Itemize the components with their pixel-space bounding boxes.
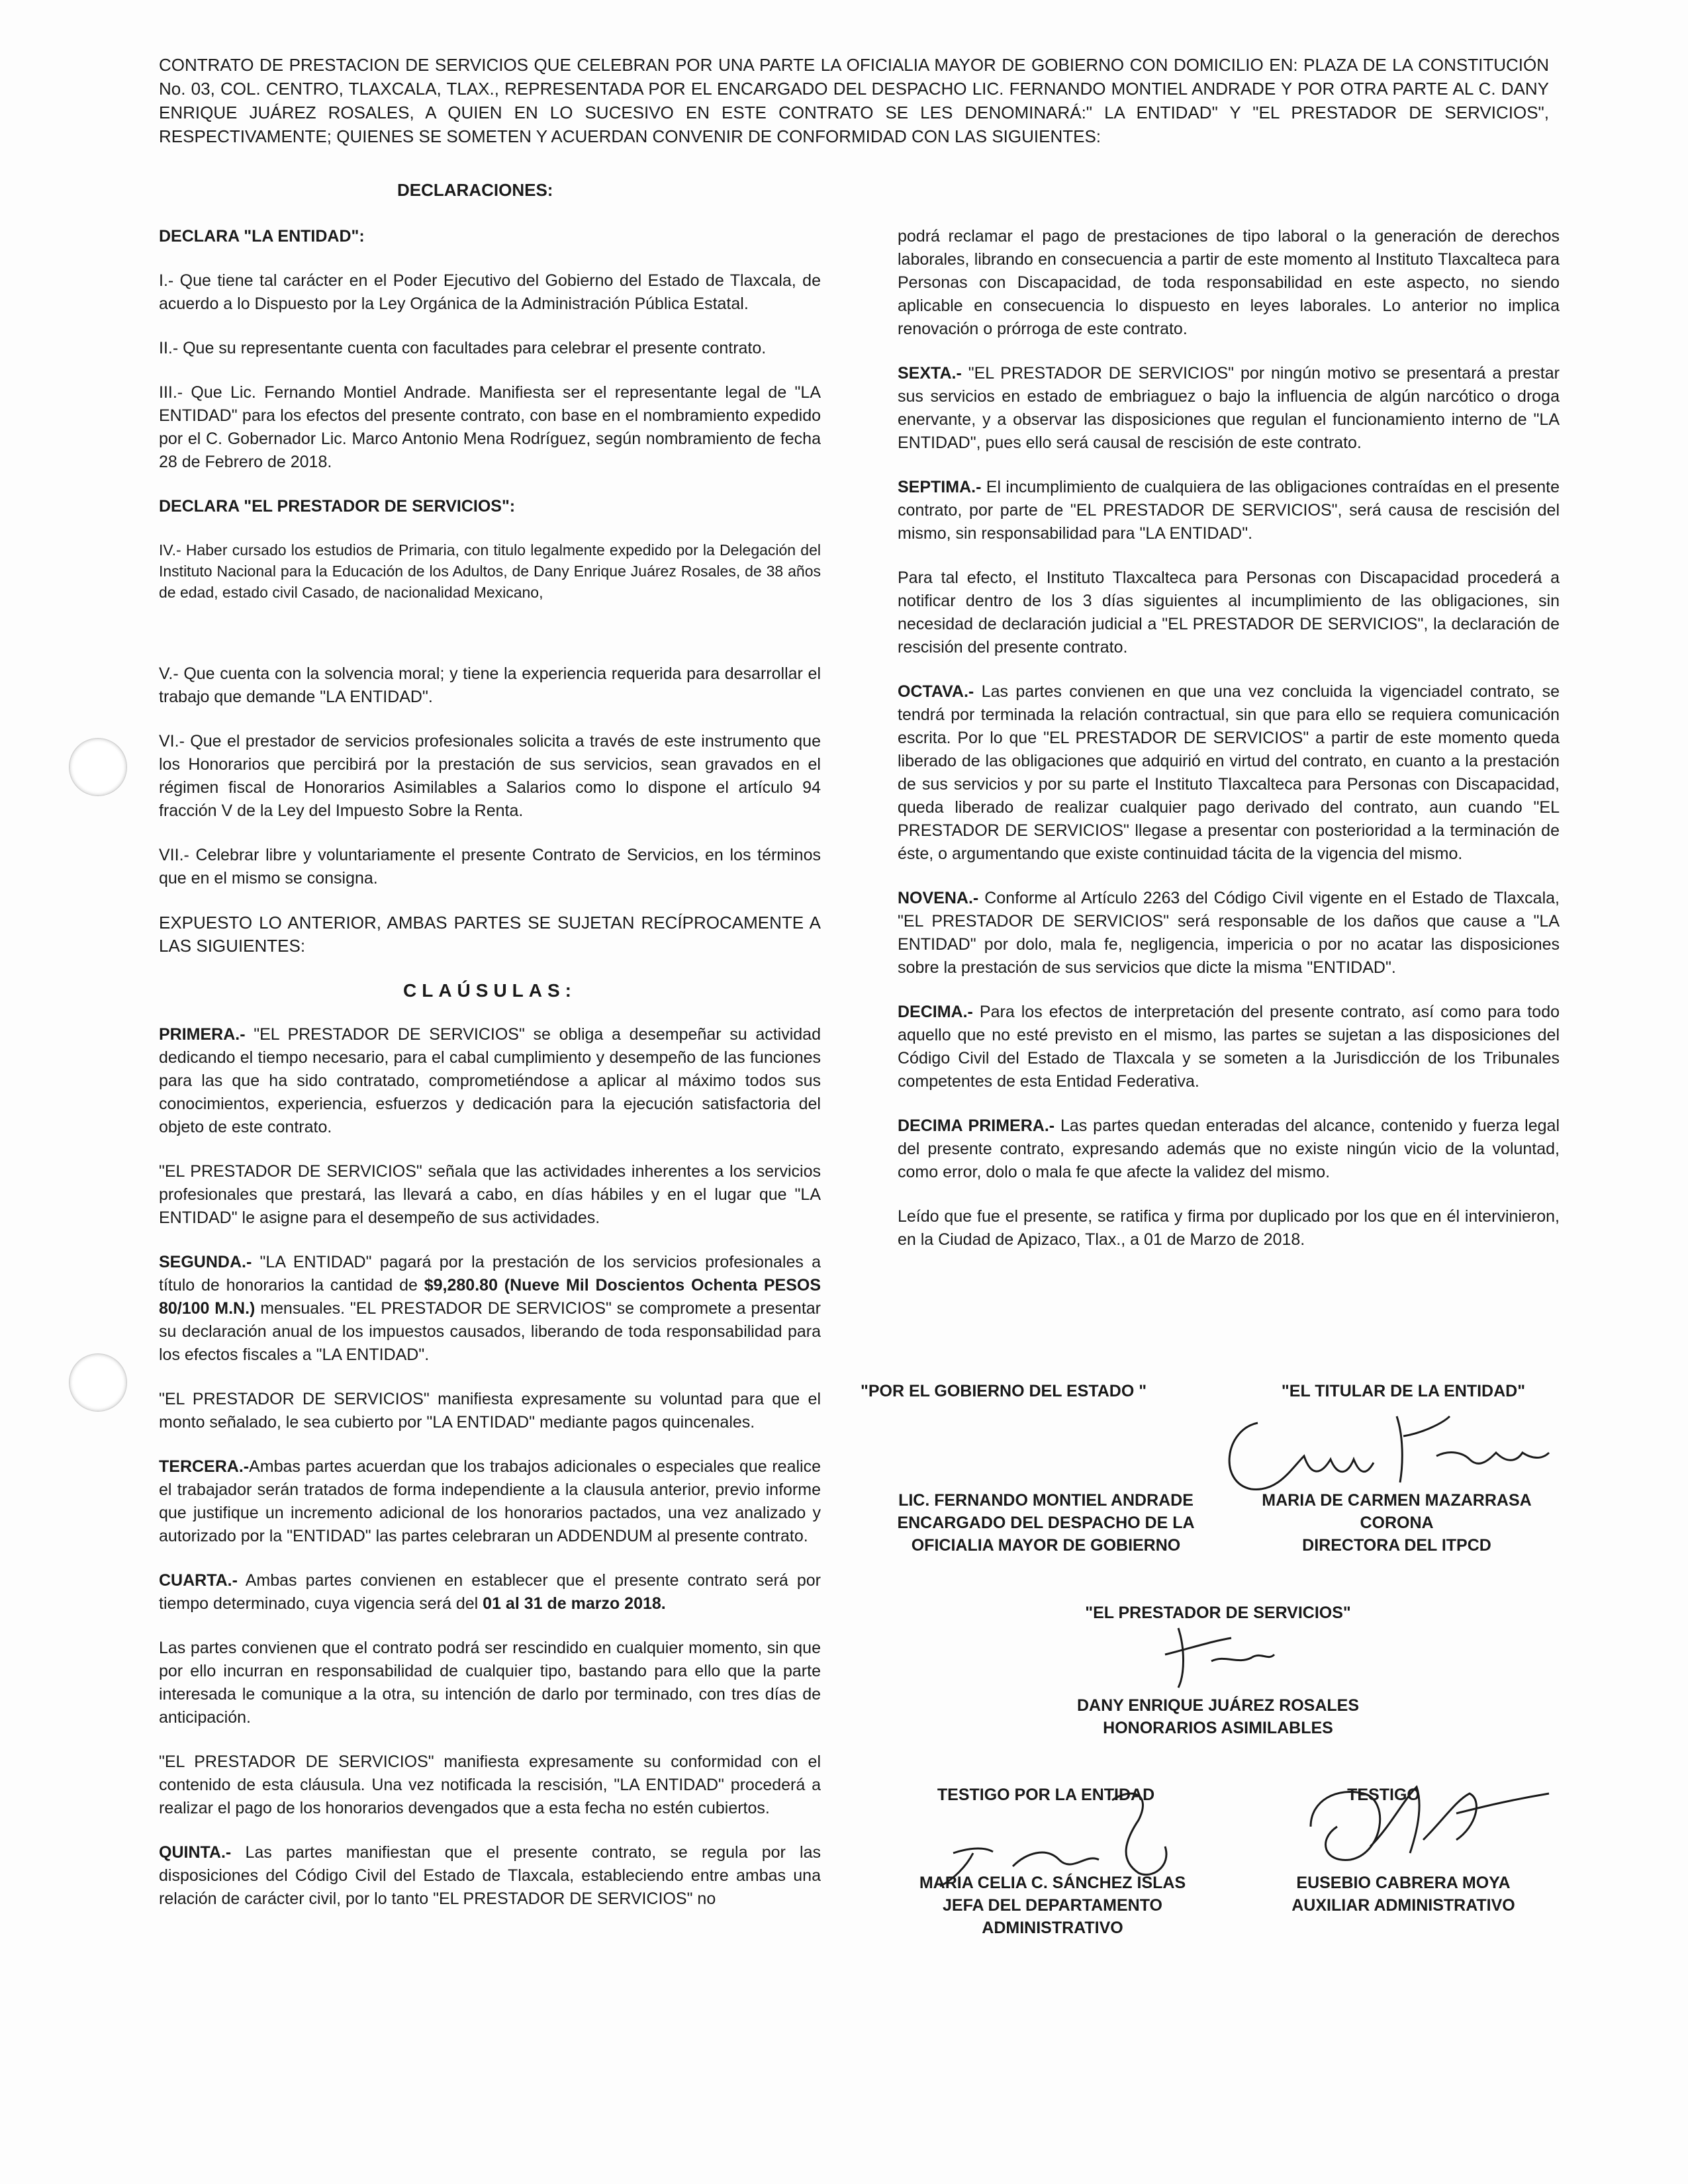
- clausula-primera-b: "EL PRESTADOR DE SERVICIOS" señala que las actividades inherentes a los servicios profesionales que prestará, las llevará a cabo, en días hábiles y en el lugar que "LA ENTIDAD" le asigne para el desempeño de sus actividades.: [159, 1162, 821, 1227]
- testigo-signature: [1284, 1760, 1562, 1880]
- declaracion-i: I.- Que tiene tal carácter en el Poder Ejecutivo del Gobierno del Estado de Tlaxcala, de acuerdo a lo Dispuesto por la Ley Orgánica de la Administración Pública Estatal.: [159, 271, 821, 313]
- clause-label: PRIMERA.-: [159, 1025, 246, 1044]
- clause-label: SEPTIMA.-: [898, 478, 982, 496]
- clause-label: SEXTA.-: [898, 364, 962, 383]
- declaracion-iv: IV.- Haber cursado los estudios de Primaria, con titulo legalmente expedido por la Delegación del Instituto Nacional para la Educación de los Adultos, de Dany Enrique Juárez Rosales, de 38 años de edad, estado civil Casado, de nacionalidad Mexicano,: [159, 541, 821, 601]
- clause-text: Ambas partes acuerdan que los trabajos adicionales o especiales que realice el trabajador serán tratados de forma independiente a la clausula anterior, previo informe que justifique un incremento adicional de los honorarios pactados, una vez analizado y autorizado por la "ENTIDAD" las partes celebraran un ADDENDUM al presente contrato.: [159, 1457, 821, 1545]
- clausula-novena: [898, 887, 1560, 979]
- signer-name: LIC. FERNANDO MONTIEL ANDRADE: [898, 1491, 1194, 1510]
- declaracion-iii: III.- Que Lic. Fernando Montiel Andrade. Manifiesta ser el representante legal de "LA ENTIDAD" para los efectos del presente contrato, con base en el nombramiento expedido por el C. Gobernador Lic. Marco Antonio Mena Rodríguez, según nombramiento de fecha 28 de Febrero de 2018.: [159, 383, 821, 471]
- punch-hole: [69, 1353, 127, 1412]
- declaracion-vi: VI.- Que el prestador de servicios profesionales solicita a través de este instrumento que los Honorarios que percibirá por la prestación de sus servicios, sean gravados en el régimen fiscal de Honorarios Asimilables a Salarios como lo dispone el artículo 94 fracción V de la Ley del Impuesto Sobre la Renta.: [159, 732, 821, 820]
- clausula-cuarta-c: "EL PRESTADOR DE SERVICIOS" manifiesta expresamente su conformidad con el contenido de esta cláusula. Una vez notificada la rescisión, "LA ENTIDAD" procederá a realizar el pago de los honorarios devengados que a esta fecha no estén cubiertos.: [159, 1752, 821, 1817]
- clausula-septima: [898, 476, 1560, 545]
- signer-name: MARIA CELIA C. SÁNCHEZ ISLAS: [919, 1874, 1186, 1892]
- closing-paragraph: Leído que fue el presente, se ratifica y firma por duplicado por los que en él intervinieron, en la Ciudad de Apizaco, Tlax., a 01 de Marzo de 2018.: [898, 1207, 1560, 1249]
- clause-label: OCTAVA.-: [898, 682, 974, 701]
- declaracion-v: V.- Que cuenta con la solvencia moral; y tiene la experiencia requerida para desarrollar el trabajo que demande "LA ENTIDAD".: [159, 664, 821, 706]
- prestador-signature: [1139, 1615, 1311, 1694]
- testigo-entidad-signer: [887, 1872, 1218, 1939]
- clausulas-title: CLAÚSULAS:: [403, 980, 577, 1001]
- declara-entidad-heading: DECLARA "LA ENTIDAD":: [159, 227, 365, 246]
- clause-text: "EL PRESTADOR DE SERVICIOS" por ningún motivo se presentará a prestar sus servicios en estado de embriaguez o bajo la influencia de algún narcótico o droga enervante, y a observar las disposiciones que regulan el funcionamiento interno de "LA ENTIDAD", pues ello será causal de rescisión de este contrato.: [898, 364, 1560, 452]
- expuesto-paragraph: EXPUESTO LO ANTERIOR, AMBAS PARTES SE SUJETAN RECÍPROCAMENTE A LAS SIGUIENTES:: [159, 913, 821, 956]
- declaraciones-title: DECLARACIONES:: [397, 180, 553, 200]
- clause-text: Conforme al Artículo 2263 del Código Civil vigente en el Estado de Tlaxcala, "EL PRESTADOR DE SERVICIOS" será responsable de los daños que cause a "LA ENTIDAD" por dolo, mala fe, negligencia, impericia o por no acatar las disposiciones sobre la prestación de sus servicios que dicte la misma "ENTIDAD".: [898, 889, 1560, 977]
- contract-dates: 01 al 31 de marzo 2018.: [483, 1594, 666, 1613]
- testigo-heading: TESTIGO: [1347, 1786, 1420, 1804]
- clausula-quinta: [159, 1841, 821, 1911]
- clausula-cuarta-b: Las partes convienen que el contrato podrá ser rescindido en cualquier momento, sin que por ello incurran en responsabilidad de cualquier tipo, bastando para ello que la parte interesada le comunique a la otra, su intención de darlo por terminado, con tres días de anticipación.: [159, 1639, 821, 1727]
- punch-hole: [69, 738, 127, 796]
- clause-label: TERCERA.-: [159, 1457, 250, 1476]
- titular-signature: [1205, 1396, 1562, 1502]
- gobierno-signer: [861, 1489, 1231, 1557]
- clausula-septima-b: Para tal efecto, el Instituto Tlaxcalteca para Personas con Discapacidad procederá a notificar dentro de los 3 días siguientes al incumplimiento de las obligaciones, sin necesidad de declaración judicial a "EL PRESTADOR DE SERVICIOS", la declaración de rescisión del presente contrato.: [898, 569, 1560, 657]
- clause-text: Las partes convienen en que una vez concluida la vigenciadel contrato, se tendrá por terminada la relación contractual, sin que para ello se requiera comunicación escrita. Por lo que "EL PRESTADOR DE SERVICIOS" a partir de este momento queda liberado de las obligaciones que adquirió en virtud del contrato, en cuanto a la prestación de sus servicios y por su parte el Instituto Tlaxcalteca para Personas con Discapacidad, queda liberado de realizar cualquier pago derivado del contrato, aun cuando "EL PRESTADOR DE SERVICIOS" llegase a presentar con posterioridad a la terminación de éste, o argumentando que existe continuidad tácita de la vigencia del mismo.: [898, 682, 1560, 863]
- clause-label: DECIMA PRIMERA.-: [898, 1116, 1055, 1135]
- titular-heading: "EL TITULAR DE LA ENTIDAD": [1281, 1382, 1526, 1400]
- clause-text: Ambas partes convienen en establecer que el presente contrato será por tiempo determinado, cuya vigencia será del: [159, 1571, 821, 1613]
- clausula-sexta: [898, 362, 1560, 455]
- clause-text: Para los efectos de interpretación del presente contrato, así como para todo aquello que no esté previsto en el mismo, las partes se sujetan a las disposiciones del Código Civil del Estado de Tlaxcala y se someten a la Jurisdicción de los Tribunales competentes de esta Entidad Federativa.: [898, 1003, 1560, 1091]
- testigo-entidad-heading: TESTIGO POR LA ENTIDAD: [937, 1786, 1155, 1804]
- clausula-segunda-c: "EL PRESTADOR DE SERVICIOS" manifiesta expresamente su voluntad para que el monto señalado, le sea cubierto por "LA ENTIDAD" mediante pagos quincenales.: [159, 1390, 821, 1432]
- declaracion-vii: VII.- Celebrar libre y voluntariamente el presente Contrato de Servicios, en los términos que en el mismo se consigna.: [159, 846, 821, 887]
- clause-text: Las partes manifiestan que el presente contrato, se regula por las disposiciones del Código Civil del Estado de Tlaxcala, estableciendo entre ambas una relación de carácter civil, por lo tanto "EL PRESTADOR DE SERVICIOS" no: [159, 1843, 821, 1908]
- clause-label: DECIMA.-: [898, 1003, 973, 1021]
- left-column: [159, 225, 821, 1932]
- signer-role: DIRECTORA DEL ITPCD: [1302, 1536, 1491, 1555]
- clausula-quinta-continued: podrá reclamar el pago de prestaciones de tipo laboral o la generación de derechos laborales, librando en consecuencia a partir de este momento al Instituto Tlaxcalteca para Personas con Discapacidad, de toda responsabilidad en este aspecto, no siendo aplicable en consecuencia lo dispuesto en leyes laborales. Lo anterior no implica renovación o prórroga de este contrato.: [898, 227, 1560, 338]
- clausula-segunda: [159, 1251, 821, 1367]
- right-column: [898, 225, 1560, 1273]
- clause-text: "LA ENTIDAD" pagará por la prestación de los servicios profesionales a título de honorarios la cantidad de: [159, 1253, 821, 1295]
- signer-name: DANY ENRIQUE JUÁREZ ROSALES: [1077, 1696, 1359, 1715]
- signer-name: CORONA: [1360, 1514, 1434, 1532]
- declaracion-ii: II.- Que su representante cuenta con facultades para celebrar el presente contrato.: [159, 339, 767, 357]
- testigo-signer: [1271, 1872, 1536, 1917]
- titular-signer: [1238, 1489, 1556, 1557]
- clausula-decima: [898, 1001, 1560, 1093]
- clausula-tercera: [159, 1455, 821, 1548]
- clausula-decima-primera: [898, 1115, 1560, 1184]
- prestador-heading: "EL PRESTADOR DE SERVICIOS": [1085, 1604, 1351, 1622]
- signer-name: EUSEBIO CABRERA MOYA: [1296, 1874, 1511, 1892]
- contract-intro: CONTRATO DE PRESTACION DE SERVICIOS QUE CELEBRAN POR UNA PARTE LA OFICIALIA MAYOR DE GOBIERNO CON DOMICILIO EN: PLAZA DE LA CONSTITUCIÓN No. 03, COL. CENTRO, TLAXCALA, TLAX., REPRESENTADA POR EL ENCARGADO DEL DESPACHO LIC. FERNANDO MONTIEL ANDRADE Y POR OTRA PARTE AL C. DANY ENRIQUE JUÁREZ ROSALES, A QUIEN EN LO SUCESIVO EN ESTE CONTRATO SE LES DENOMINARÁ:" LA ENTIDAD" Y "EL PRESTADOR DE SERVICIOS", RESPECTIVAMENTE; QUIENES SE SOMETEN Y ACUERDAN CONVENIR DE CONFORMIDAD CON LAS SIGUIENTES:: [159, 55, 1549, 146]
- clause-text: El incumplimiento de cualquiera de las obligaciones contraídas en el presente contrato, por parte de "EL PRESTADOR DE SERVICIOS", será causa de rescisión del mismo, sin responsabilidad para "LA ENTIDAD".: [898, 478, 1560, 543]
- clause-text: mensuales. "EL PRESTADOR DE SERVICIOS" se compromete a presentar su declaración anual de los impuestos causados, liberando de toda responsabilidad para los efectos fiscales a "LA ENTIDAD".: [159, 1299, 821, 1364]
- clause-text: "EL PRESTADOR DE SERVICIOS" se obliga a desempeñar su actividad dedicando el tiempo necesario, para el cabal cumplimiento y desempeño de las funciones para las que ha sido contratado, comprometiéndose a aplicar al máximo todos sus conocimientos, experiencia, esfuerzos y dedicación para la ejecución satisfactoria del objeto de este contrato.: [159, 1025, 821, 1136]
- signer-role: ADMINISTRATIVO: [982, 1919, 1123, 1937]
- clausula-cuarta: [159, 1569, 821, 1615]
- signer-role: OFICIALIA MAYOR DE GOBIERNO: [911, 1536, 1181, 1555]
- clausula-primera: [159, 1023, 821, 1139]
- signer-name: MARIA DE CARMEN MAZARRASA: [1262, 1491, 1532, 1510]
- signer-role: ENCARGADO DEL DESPACHO DE LA: [897, 1514, 1195, 1532]
- clause-label: QUINTA.-: [159, 1843, 232, 1862]
- signer-role: AUXILIAR ADMINISTRATIVO: [1291, 1896, 1515, 1915]
- signer-role: HONORARIOS ASIMILABLES: [1103, 1719, 1333, 1737]
- clause-label: SEGUNDA.-: [159, 1253, 252, 1271]
- prestador-signer: [1033, 1694, 1403, 1739]
- clause-label: CUARTA.-: [159, 1571, 238, 1590]
- clause-label: NOVENA.-: [898, 889, 979, 907]
- gobierno-heading: "POR EL GOBIERNO DEL ESTADO ": [861, 1382, 1147, 1400]
- clausula-octava: [898, 680, 1560, 866]
- clause-text: Las partes quedan enteradas del alcance, contenido y fuerza legal del presente contrato, expresando además que no existe ningún vicio de la voluntad, como error, dolo o mala fe que afecte la validez del mismo.: [898, 1116, 1560, 1181]
- payment-amount: $9,280.80 (Nueve Mil Doscientos Ochenta PESOS 80/100 M.N.): [159, 1276, 821, 1318]
- signer-role: JEFA DEL DEPARTAMENTO: [943, 1896, 1162, 1915]
- declara-prestador-heading: DECLARA "EL PRESTADOR DE SERVICIOS":: [159, 497, 516, 516]
